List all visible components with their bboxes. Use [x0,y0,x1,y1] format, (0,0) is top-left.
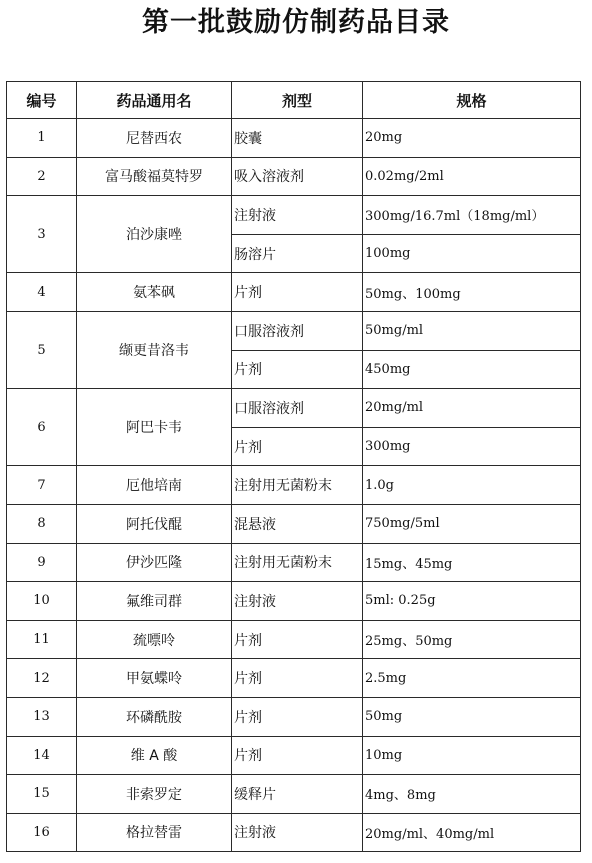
cell-specification: 10mg [363,736,581,775]
cell-dosage-form: 片剂 [232,620,363,659]
cell-dosage-form: 混悬液 [232,504,363,543]
cell-specification: 50mg [363,697,581,736]
table-row [7,775,581,814]
cell-number: 2 [7,157,77,196]
cell-dosage-form: 缓释片 [232,775,363,814]
cell-drug-name: 富马酸福莫特罗 [77,157,232,196]
cell-dosage-form: 注射液 [232,582,363,621]
cell-drug-name: 缬更昔洛韦 [77,311,232,388]
cell-drug-name: 格拉替雷 [77,813,232,852]
cell-drug-name: 氟维司群 [77,582,232,621]
cell-specification: 50mg、100mg [363,273,581,312]
cell-number: 12 [7,659,77,698]
cell-number: 13 [7,697,77,736]
cell-drug-name: 阿托伐醌 [77,504,232,543]
cell-dosage-form: 注射用无菌粉末 [232,466,363,505]
cell-dosage-form: 片剂 [232,736,363,775]
table-body [7,119,581,852]
table-row [7,813,581,852]
table-row [7,659,581,698]
cell-specification: 750mg/5ml [363,504,581,543]
cell-specification: 5ml: 0.25g [363,582,581,621]
cell-drug-name: 泊沙康唑 [77,196,232,273]
cell-dosage-form: 片剂 [232,273,363,312]
table-row [7,736,581,775]
cell-number: 6 [7,389,77,466]
cell-dosage-form: 肠溶片 [232,234,363,273]
cell-number: 11 [7,620,77,659]
header-number: 编号 [7,82,77,119]
cell-specification: 20mg/ml [363,389,581,428]
cell-dosage-form: 片剂 [232,350,363,389]
cell-number: 7 [7,466,77,505]
cell-specification: 20mg/ml、40mg/ml [363,813,581,852]
table-row [7,620,581,659]
cell-drug-name: 厄他培南 [77,466,232,505]
cell-specification: 15mg、45mg [363,543,581,582]
table-row [7,543,581,582]
cell-specification: 450mg [363,350,581,389]
table-row [7,466,581,505]
cell-specification: 300mg [363,427,581,466]
table-row [7,157,581,196]
cell-drug-name: 非索罗定 [77,775,232,814]
cell-specification: 2.5mg [363,659,581,698]
table-row [7,311,581,350]
header-name: 药品通用名 [77,82,232,119]
cell-specification: 300mg/16.7ml（18mg/ml） [363,196,581,235]
cell-number: 10 [7,582,77,621]
cell-dosage-form: 注射用无菌粉末 [232,543,363,582]
page-title: 第一批鼓励仿制药品目录 [142,7,450,38]
cell-dosage-form: 注射液 [232,196,363,235]
header-form: 剂型 [232,82,363,119]
table-header-row [7,82,581,119]
cell-number: 8 [7,504,77,543]
table-row [7,119,581,158]
cell-drug-name: 巯嘌呤 [77,620,232,659]
cell-drug-name: 阿巴卡韦 [77,389,232,466]
cell-specification: 0.02mg/2ml [363,157,581,196]
cell-number: 16 [7,813,77,852]
cell-drug-name: 维 A 酸 [77,736,232,775]
cell-number: 9 [7,543,77,582]
cell-drug-name: 氨苯砜 [77,273,232,312]
table-row [7,273,581,312]
cell-dosage-form: 吸入溶液剂 [232,157,363,196]
cell-dosage-form: 口服溶液剂 [232,389,363,428]
cell-number: 1 [7,119,77,158]
cell-number: 15 [7,775,77,814]
cell-specification: 20mg [363,119,581,158]
table-row [7,504,581,543]
cell-dosage-form: 片剂 [232,659,363,698]
cell-number: 4 [7,273,77,312]
cell-dosage-form: 注射液 [232,813,363,852]
cell-drug-name: 尼替西农 [77,119,232,158]
cell-drug-name: 环磷酰胺 [77,697,232,736]
table-row [7,196,581,235]
cell-specification: 1.0g [363,466,581,505]
cell-number: 14 [7,736,77,775]
cell-specification: 100mg [363,234,581,273]
cell-dosage-form: 胶囊 [232,119,363,158]
cell-dosage-form: 片剂 [232,427,363,466]
cell-dosage-form: 片剂 [232,697,363,736]
cell-number: 3 [7,196,77,273]
cell-dosage-form: 口服溶液剂 [232,311,363,350]
table-row [7,697,581,736]
drug-catalog-table [6,81,581,852]
cell-specification: 50mg/ml [363,311,581,350]
cell-specification: 25mg、50mg [363,620,581,659]
table-row [7,582,581,621]
cell-number: 5 [7,311,77,388]
cell-drug-name: 伊沙匹隆 [77,543,232,582]
header-spec: 规格 [363,82,581,119]
cell-specification: 4mg、8mg [363,775,581,814]
table-row [7,389,581,428]
cell-drug-name: 甲氨蝶呤 [77,659,232,698]
